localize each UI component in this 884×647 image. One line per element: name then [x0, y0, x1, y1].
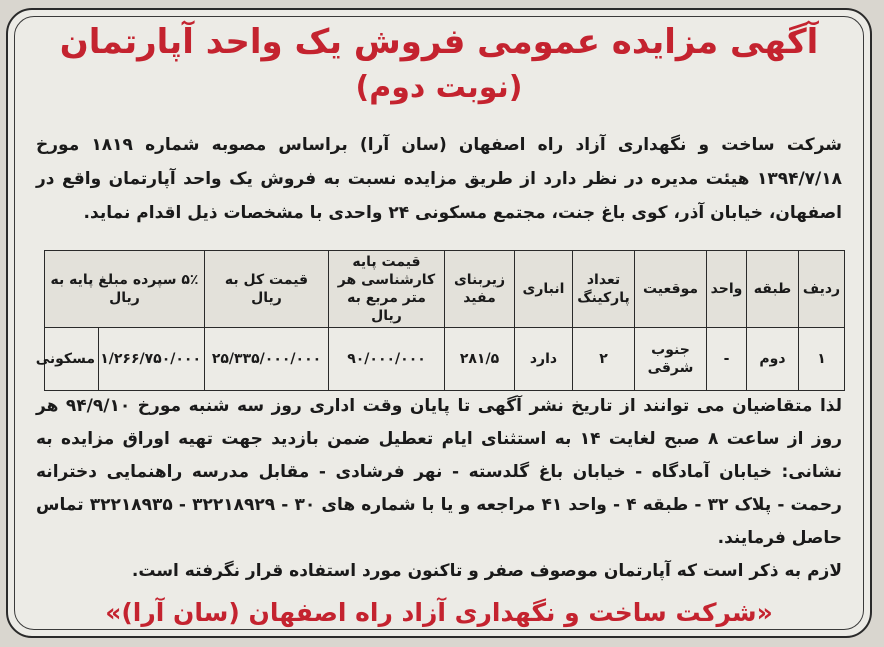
header-row-number: ردیف — [799, 251, 845, 328]
header-unit: واحد — [707, 251, 747, 328]
body-paragraph — [36, 390, 842, 588]
cell-area: ۲۸۱/۵ — [445, 328, 515, 391]
header-storage: انباری — [515, 251, 573, 328]
header-parking: تعداد پارکینگ — [573, 251, 635, 328]
header-total-price: قیمت کل به ریال — [205, 251, 329, 328]
cell-position: جنوب شرقی — [635, 328, 707, 391]
cell-deposit: ۱/۲۶۶/۷۵۰/۰۰۰ — [99, 328, 205, 391]
table-row — [45, 328, 845, 391]
header-position: موقعیت — [635, 251, 707, 328]
header-price-per-meter: قیمت پایه کارشناسی هر متر مربع به ریال — [329, 251, 445, 328]
header-area: زیربنای مفید — [445, 251, 515, 328]
property-table — [35, 250, 845, 391]
cell-total-price: ۲۵/۳۳۵/۰۰۰/۰۰۰ — [205, 328, 329, 391]
notice-title: آگهی مزایده عمومی فروش یک واحد آپارتمان — [59, 22, 819, 62]
table-header-row — [45, 251, 845, 328]
note-text: لازم به ذکر است که آپارتمان موصوف صفر و تاکنون مورد استفاده قرار نگرفته است. — [131, 561, 842, 581]
header-deposit: ۵٪ سپرده مبلغ پایه به ریال — [45, 251, 205, 328]
cell-row-number: ۱ — [799, 328, 845, 391]
intro-paragraph: شرکت ساخت و نگهداری آزاد راه اصفهان (سان آرا) براساس مصوبه شماره ۱۸۱۹ مورخ ۱۳۹۴/۷/۱۸ هیئت مدیره در نظر دارد از طریق مزایده نسبت به فروش یک واحد آپارتمان واقع در اصفهان، خیابان آذر، کوی باغ جنت، مجتمع مسکونی ۲۴ واحدی با مشخصات ذیل اقدام نماید. — [36, 135, 842, 223]
notice-subtitle: (نوبت دوم) — [355, 70, 523, 105]
cell-usage: مسکونی — [45, 328, 99, 391]
company-signature: «شرکت ساخت و نگهداری آزاد راه اصفهان (سان آرا)» — [105, 598, 773, 627]
notice-frame — [6, 8, 872, 638]
cell-price-per-meter: ۹۰/۰۰۰/۰۰۰ — [329, 328, 445, 391]
cell-storage: دارد — [515, 328, 573, 391]
instructions-text: لذا متقاضیان می توانند از تاریخ نشر آگهی تا پایان وقت اداری روز سه شنبه مورخ ۹۴/۹/۱۰ هر روز از ساعت ۸ صبح لغایت ۱۴ به استثنای ایام تعطیل ضمن بازدید جهت تهیه اوراق مزایده به نشانی: خیابان آمادگاه - خیابان باغ گلدسته - نهر فرشادی - مقابل مدرسه راهنمایی دخترانه رحمت - پلاک ۳۲ - طبقه ۴ - واحد ۴۱ مراجعه و یا با شماره های ۳۰ - ۳۲۲۱۸۹۲۹ - ۳۲۲۱۸۹۳۵ تماس حاصل فرمایند. — [36, 396, 842, 548]
cell-floor: دوم — [747, 328, 799, 391]
header-floor: طبقه — [747, 251, 799, 328]
cell-unit: - — [707, 328, 747, 391]
cell-parking: ۲ — [573, 328, 635, 391]
